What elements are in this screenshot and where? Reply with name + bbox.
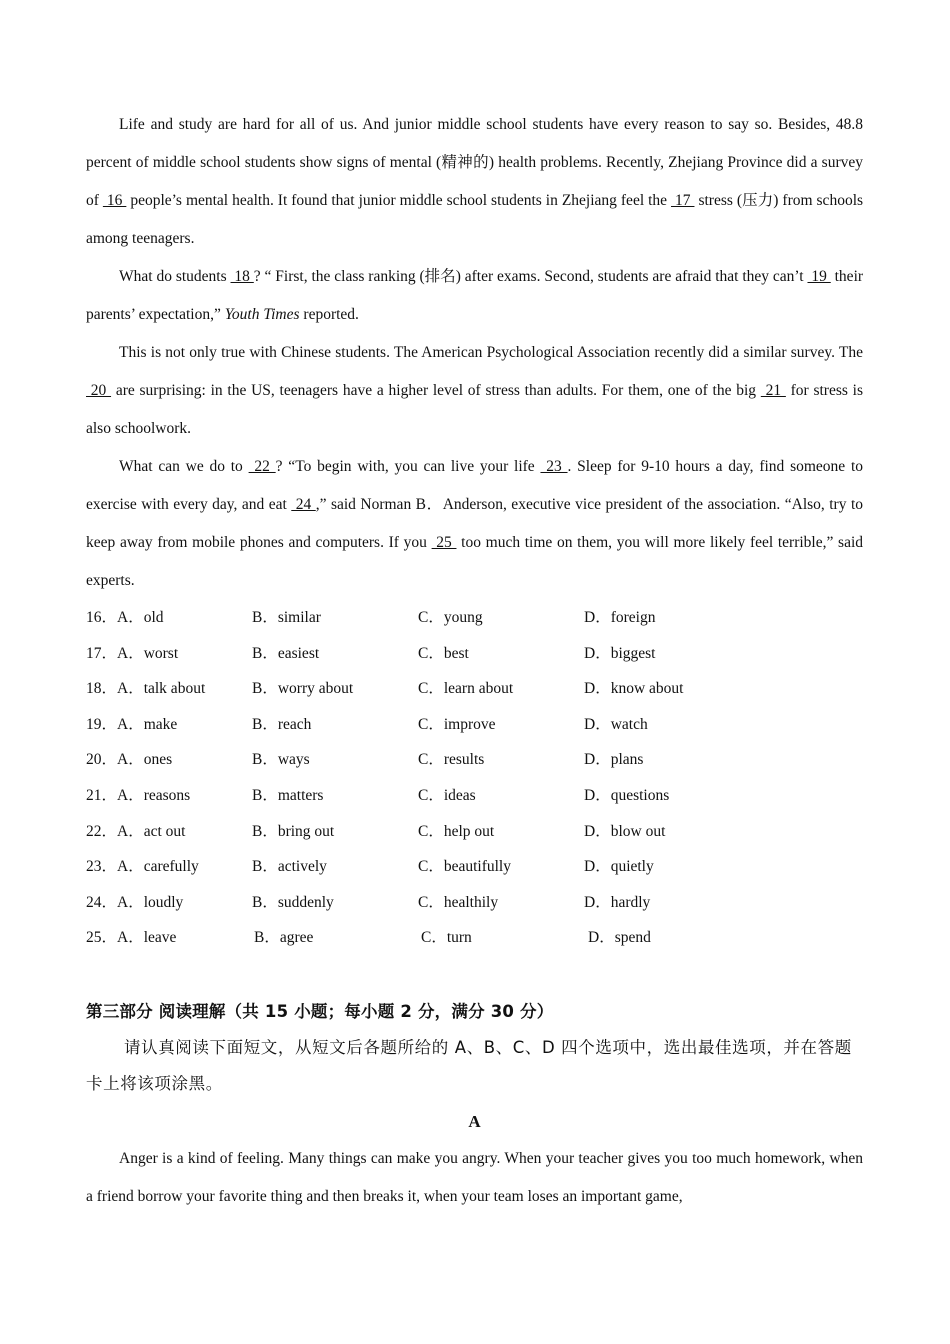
question-row xyxy=(86,778,863,814)
question-row xyxy=(86,600,863,636)
option-d: D．questions xyxy=(584,786,670,804)
blank-16: 16 xyxy=(102,192,127,209)
text: reported. xyxy=(299,306,359,323)
text: people’s mental health. It found that junior middle school students in Zhejiang feel the xyxy=(126,192,672,209)
blank-20: 20 xyxy=(86,382,112,399)
option-d: D．blow out xyxy=(584,822,666,840)
question-row xyxy=(86,707,863,743)
text: stress (压力) from schools among teenagers. xyxy=(86,192,864,247)
option-a: 24．A．loudly xyxy=(86,893,184,911)
option-a: 17．A．worst xyxy=(86,644,179,662)
question-row xyxy=(86,920,863,956)
text: are surprising: in the US, teenagers have a higher level of stress than adults. For them, one of the big xyxy=(111,382,761,399)
text: their parents’ expectation,” xyxy=(86,268,864,323)
passage-label: A xyxy=(468,1111,481,1131)
text: ,” said Norman B．Anderson, executive vice president of the association. “Also, try to keep away from mobile phones and computers. If you xyxy=(86,496,863,551)
option-d: D．biggest xyxy=(584,644,656,662)
reading-passage-a: Anger is a kind of feeling. Many things can make you angry. When your teacher gives you too much homework, when a friend borrow your favorite thing and then breaks it, when your team loses an important game, xyxy=(86,1149,863,1205)
option-b: B．actively xyxy=(252,858,327,876)
option-d: D．hardly xyxy=(584,893,651,911)
text: What can we do to xyxy=(119,458,249,475)
blank-23: 23 xyxy=(540,458,568,475)
section-heading: 第三部分 阅读理解（共 15 小题；每小题 2 分，满分 30 分） xyxy=(86,1001,554,1021)
option-c: C．healthily xyxy=(418,893,499,911)
question-row xyxy=(86,636,863,672)
option-d: D．quietly xyxy=(584,858,654,876)
option-c: C．ideas xyxy=(418,786,476,804)
passage-paragraph-1 xyxy=(86,106,863,258)
option-d: D．plans xyxy=(584,751,644,769)
text: too much time on them, you will more likely feel terrible,” said experts. xyxy=(86,534,864,589)
option-c: C．learn about xyxy=(418,680,514,698)
option-b: B．similar xyxy=(252,609,321,626)
passage-paragraph-2 xyxy=(86,258,863,334)
question-row xyxy=(86,885,863,921)
option-d: D．spend xyxy=(588,929,651,947)
question-options xyxy=(86,600,863,956)
question-row xyxy=(86,671,863,707)
question-row xyxy=(86,742,863,778)
option-c: C．improve xyxy=(418,715,496,733)
blank-24: 24 xyxy=(291,496,316,513)
section-instruction: 请认真阅读下面短文，从短文后各题所给的 A、B、C、D 四个选项中，选出最佳选项，并在答题卡上将该项涂黑。 xyxy=(86,1037,852,1093)
text: Life and study are hard for all of us. And junior middle school students have every reason to say so. Besides, 48.8 percent of middle school students show signs of mental (精神的) health problems. Recently, Zhejiang Province did a survey of xyxy=(86,116,863,209)
text: . Sleep for 9-10 hours a day, find someone to exercise with every day, and eat xyxy=(86,458,863,513)
option-c: C．young xyxy=(418,609,483,626)
option-d: D．know about xyxy=(584,680,684,698)
blank-17: 17 xyxy=(671,192,695,209)
option-b: B．worry about xyxy=(252,680,354,698)
blank-22: 22 xyxy=(248,458,276,475)
option-a: 22．A．act out xyxy=(86,822,186,840)
option-c: C．help out xyxy=(418,822,495,840)
text: This is not only true with Chinese students. The American Psychological Association recently did a similar survey. The xyxy=(119,344,863,361)
text: for stress is also schoolwork. xyxy=(86,382,864,437)
option-c: C．beautifully xyxy=(418,858,511,876)
option-b: B．matters xyxy=(252,786,324,804)
passage-paragraph-3 xyxy=(86,334,863,448)
option-b: B．easiest xyxy=(252,644,320,662)
option-c: C．best xyxy=(418,644,469,662)
option-a: 25．A．leave xyxy=(86,929,177,947)
option-d: D．watch xyxy=(584,715,648,733)
option-b: B．agree xyxy=(254,929,314,947)
option-c: C．results xyxy=(418,751,485,769)
option-a: 21．A．reasons xyxy=(86,786,191,804)
blank-18: 18 xyxy=(230,268,254,285)
option-b: B．suddenly xyxy=(252,893,334,911)
blank-21: 21 xyxy=(760,382,786,399)
text: What do students xyxy=(119,268,231,285)
exam-page xyxy=(86,106,863,1216)
option-a: 23．A．carefully xyxy=(86,858,199,876)
option-b: B．ways xyxy=(252,751,310,769)
source-title: Youth Times xyxy=(224,306,300,323)
blank-25: 25 xyxy=(431,534,457,551)
question-row xyxy=(86,814,863,850)
text: ? “ First, the class ranking (排名) after exams. Second, students are afraid that they can’t xyxy=(253,268,808,285)
text: ? “To begin with, you can live your life xyxy=(275,458,541,475)
option-a: 16．A．old xyxy=(86,609,164,626)
passage-paragraph-4 xyxy=(86,448,863,600)
option-b: B．reach xyxy=(252,715,312,733)
option-c: C．turn xyxy=(421,929,472,947)
option-d: D．foreign xyxy=(584,609,656,626)
option-a: 19．A．make xyxy=(86,715,178,733)
blank-19: 19 xyxy=(807,268,831,285)
option-a: 20．A．ones xyxy=(86,751,173,769)
question-row xyxy=(86,849,863,885)
option-b: B．bring out xyxy=(252,822,335,840)
option-a: 18．A．talk about xyxy=(86,680,206,698)
